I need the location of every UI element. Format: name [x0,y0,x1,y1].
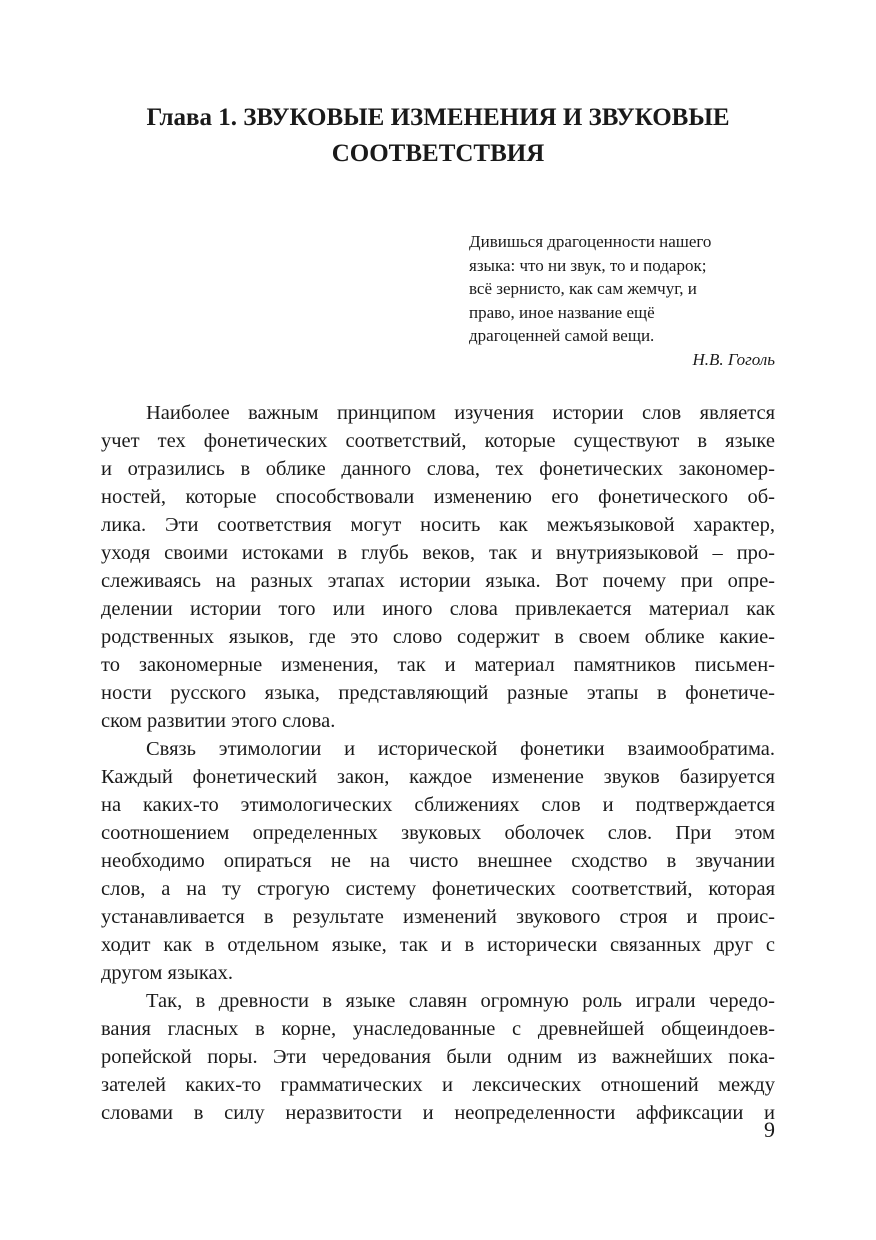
text-line: лика. Эти соответствия могут носить как межъязыковой характер, [101,514,775,536]
text-line: на каких-то этимологических сближениях слов и подтверждается [101,794,775,816]
chapter-title-line-1: Глава 1. ЗВУКОВЫЕ ИЗМЕНЕНИЯ И ЗВУКОВЫЕ [146,104,730,131]
text-line: то закономерные изменения, так и материал памятников письмен- [101,654,775,676]
epigraph-author: Н.В. Гоголь [692,349,775,369]
text-line: словами в силу неразвитости и неопределенности аффиксации и [101,1102,775,1124]
text-line: другом языках. [101,962,233,984]
text-line: необходимо опираться не на чисто внешнее сходство в звучании [101,850,775,872]
text-line: Каждый фонетический закон, каждое изменение звуков базируется [101,766,775,788]
chapter-title-line-2: СООТВЕТСТВИЯ [331,140,545,167]
text-line: зателей каких-то грамматических и лексических отношений между [101,1074,775,1096]
text-line: ностей, которые способствовали изменению его фонетического об- [101,486,775,508]
epigraph-line: Дивишься драгоценности нашего [469,232,712,251]
text-line: ходит как в отдельном языке, так и в исторически связанных друг с [101,934,775,956]
text-line: и отразились в облике данного слова, тех фонетических закономер- [101,458,775,480]
text-line: делении истории того или иного слова привлекается материал как [101,598,775,620]
epigraph-quote [469,230,775,348]
text-line: ском развитии этого слова. [101,710,336,732]
page-number: 9 [764,1117,775,1142]
epigraph-line: право, иное название ещё [469,302,655,322]
epigraph [469,230,775,371]
paragraph-2 [101,735,775,987]
text-line: Так, в древности в языке славян огромную роль играли чередо- [146,990,775,1012]
text-line: слеживаясь на разных этапах истории языка. Вот почему при опре- [101,570,775,592]
paragraph-1 [101,399,775,735]
text-line: учет тех фонетических соответствий, которые существуют в языке [101,430,775,452]
epigraph-line: всё зернисто, как сам жемчуг, и [469,279,697,298]
text-line: Связь этимологии и исторической фонетики взаимообратима. [146,738,775,760]
text-line: уходя своими истоками в глубь веков, так и внутриязыковой – про- [101,542,775,564]
text-line: соотношением определенных звуковых оболочек слов. При этом [101,822,775,844]
text-line: ропейской поры. Эти чередования были одним из важнейших пока- [101,1046,775,1068]
text-line: Наиболее важным принципом изучения истории слов является [146,402,775,424]
text-line: вания гласных в корне, унаследованные с древнейшей общеиндоев- [101,1018,775,1040]
text-line: слов, а на ту строгую систему фонетических соответствий, которая [101,878,775,900]
body-text [101,399,775,1127]
text-line: устанавливается в результате изменений звукового строя и проис- [101,906,775,928]
text-line: ности русского языка, представляющий разные этапы в фонетиче- [101,682,775,704]
chapter-title [90,100,786,172]
epigraph-line: языка: что ни звук, то и подарок; [469,255,707,275]
text-line: родственных языков, где это слово содержит в своем облике какие- [101,626,775,648]
paragraph-3 [101,987,775,1127]
epigraph-line: драгоценней самой вещи. [469,326,655,345]
